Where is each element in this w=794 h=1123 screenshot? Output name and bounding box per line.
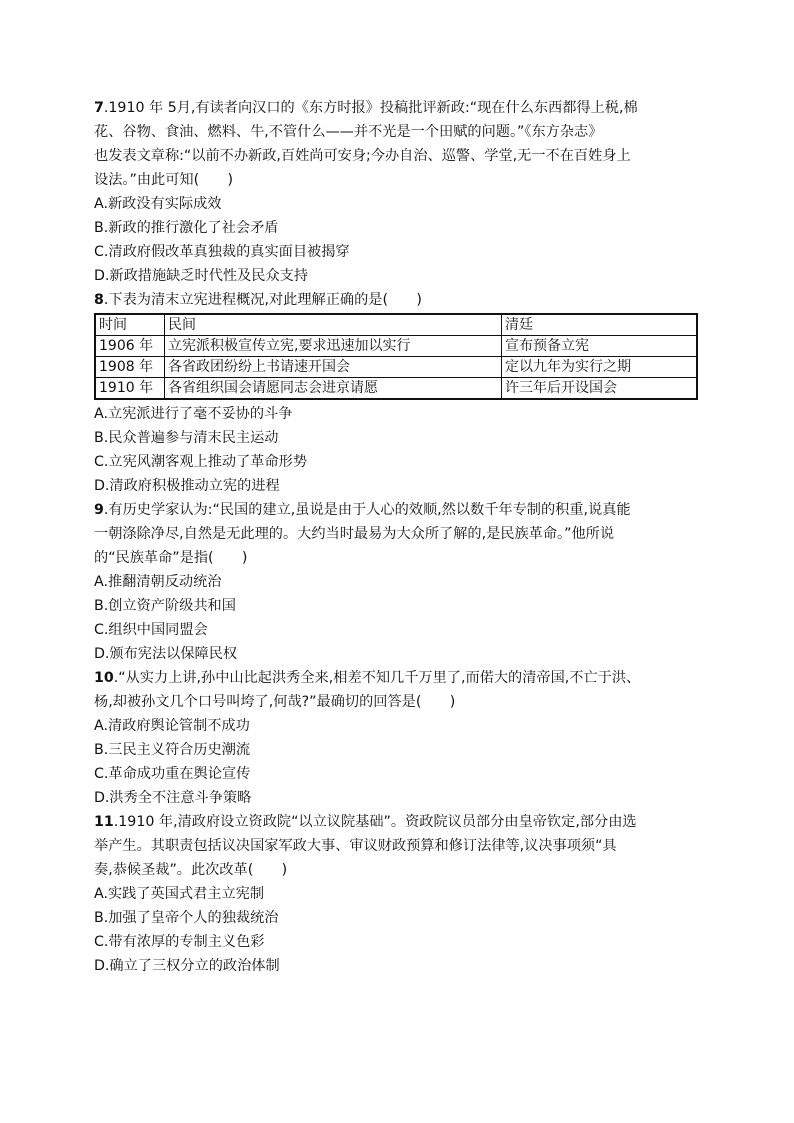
table-cell: 1908 年 (95, 357, 165, 378)
table-header: 时间 (95, 314, 165, 336)
question-stem: 奏,恭候圣裁”。此次改革( ) (94, 862, 288, 878)
table-row (95, 357, 697, 378)
option-c: C.革命成功重在舆论宣传 (94, 766, 251, 782)
table-cell: 各省政团纷纷上书请速开国会 (165, 357, 502, 378)
option-c: C.组织中国同盟会 (94, 622, 208, 638)
table-cell: 许三年后开设国会 (502, 378, 698, 400)
question-number: 8 (94, 292, 104, 308)
exam-page (94, 96, 714, 978)
table-cell: 立宪派积极宣传立宪,要求迅速加以实行 (165, 336, 502, 357)
question-stem: 的“民族革命”是指( ) (94, 550, 248, 566)
question-number: 10 (94, 670, 114, 686)
option-b: B.加强了皇帝个人的独裁统治 (94, 910, 279, 926)
table-row (95, 336, 697, 357)
question-stem: 10.“从实力上讲,孙中山比起洪秀全来,相差不知几千万里了,而偌大的清帝国,不亡于洪、 (94, 670, 641, 686)
question-number: 9 (94, 502, 104, 518)
question-stem: 7.1910 年 5月,有读者向汉口的《东方时报》投稿批评新政:“现在什么东西都得上税,棉 (94, 100, 638, 116)
option-d: D.确立了三权分立的政治体制 (94, 958, 280, 974)
question-stem: 杨,却被孙文几个口号叫垮了,何哉?”最确切的回答是( ) (94, 694, 456, 710)
option-d: D.洪秀全不注意斗争策略 (94, 790, 252, 806)
table-row (95, 378, 697, 400)
question-stem: 举产生。其职责包括议决国家军政大事、审议财政预算和修订法律等,议决事项须“具 (94, 838, 617, 854)
question-stem: 8.下表为清末立宪进程概况,对此理解正确的是( ) (94, 292, 422, 308)
option-d: D.新政措施缺乏时代性及民众支持 (94, 268, 309, 284)
question-stem: 花、谷物、食油、燃料、牛,不管什么——并不光是一个田赋的问题。”《东方杂志》 (94, 124, 603, 140)
table-cell: 定以九年为实行之期 (502, 357, 698, 378)
option-b: B.三民主义符合历史潮流 (94, 742, 251, 758)
question-stem: 也发表文章称:“以前不办新政,百姓尚可安身;今办自治、巡警、学堂,无一不在百姓身上 (94, 148, 631, 164)
option-b: B.民众普遍参与清末民主运动 (94, 430, 279, 446)
option-a: A.清政府舆论管制不成功 (94, 718, 250, 734)
option-b: B.创立资产阶级共和国 (94, 598, 236, 614)
question-stem: 一朝涤除净尽,自然是无此理的。大约当时最易为大众所了解的,是民族革命。”他所说 (94, 526, 615, 542)
question-8 (94, 288, 714, 498)
question-7 (94, 96, 714, 288)
question-9 (94, 498, 714, 666)
option-a: A.新政没有实际成效 (94, 196, 222, 212)
question-number: 7 (94, 100, 104, 116)
question-stem: 设法。”由此可知( ) (94, 172, 234, 188)
question-stem: 11.1910 年,清政府设立资政院“以立议院基础”。资政院议员部分由皇帝钦定,部分由选 (94, 814, 637, 830)
option-c: C.清政府假改革真独裁的真实面目被揭穿 (94, 244, 350, 260)
option-c: C.立宪风潮客观上推动了革命形势 (94, 454, 308, 470)
table-header-row (95, 314, 697, 336)
option-d: D.清政府积极推动立宪的进程 (94, 478, 280, 494)
table-header: 清廷 (502, 314, 698, 336)
table-header: 民间 (165, 314, 502, 336)
option-d: D.颁布宪法以保障民权 (94, 646, 238, 662)
table-cell: 各省组织国会请愿同志会进京请愿 (165, 378, 502, 400)
constitution-table (94, 313, 698, 400)
table-cell: 1910 年 (95, 378, 165, 400)
option-b: B.新政的推行激化了社会矛盾 (94, 220, 279, 236)
table-cell: 1906 年 (95, 336, 165, 357)
question-stem: 9.有历史学家认为:“民国的建立,虽说是由于人心的效顺,然以数千年专制的积重,说真能 (94, 502, 631, 518)
option-a: A.实践了英国式君主立宪制 (94, 886, 265, 902)
table-cell: 宣布预备立宪 (502, 336, 698, 357)
option-a: A.推翻清朝反动统治 (94, 574, 222, 590)
question-number: 11 (94, 814, 114, 830)
question-11 (94, 810, 714, 978)
option-c: C.带有浓厚的专制主义色彩 (94, 934, 265, 950)
question-10 (94, 666, 714, 810)
option-a: A.立宪派进行了毫不妥协的斗争 (94, 406, 293, 422)
